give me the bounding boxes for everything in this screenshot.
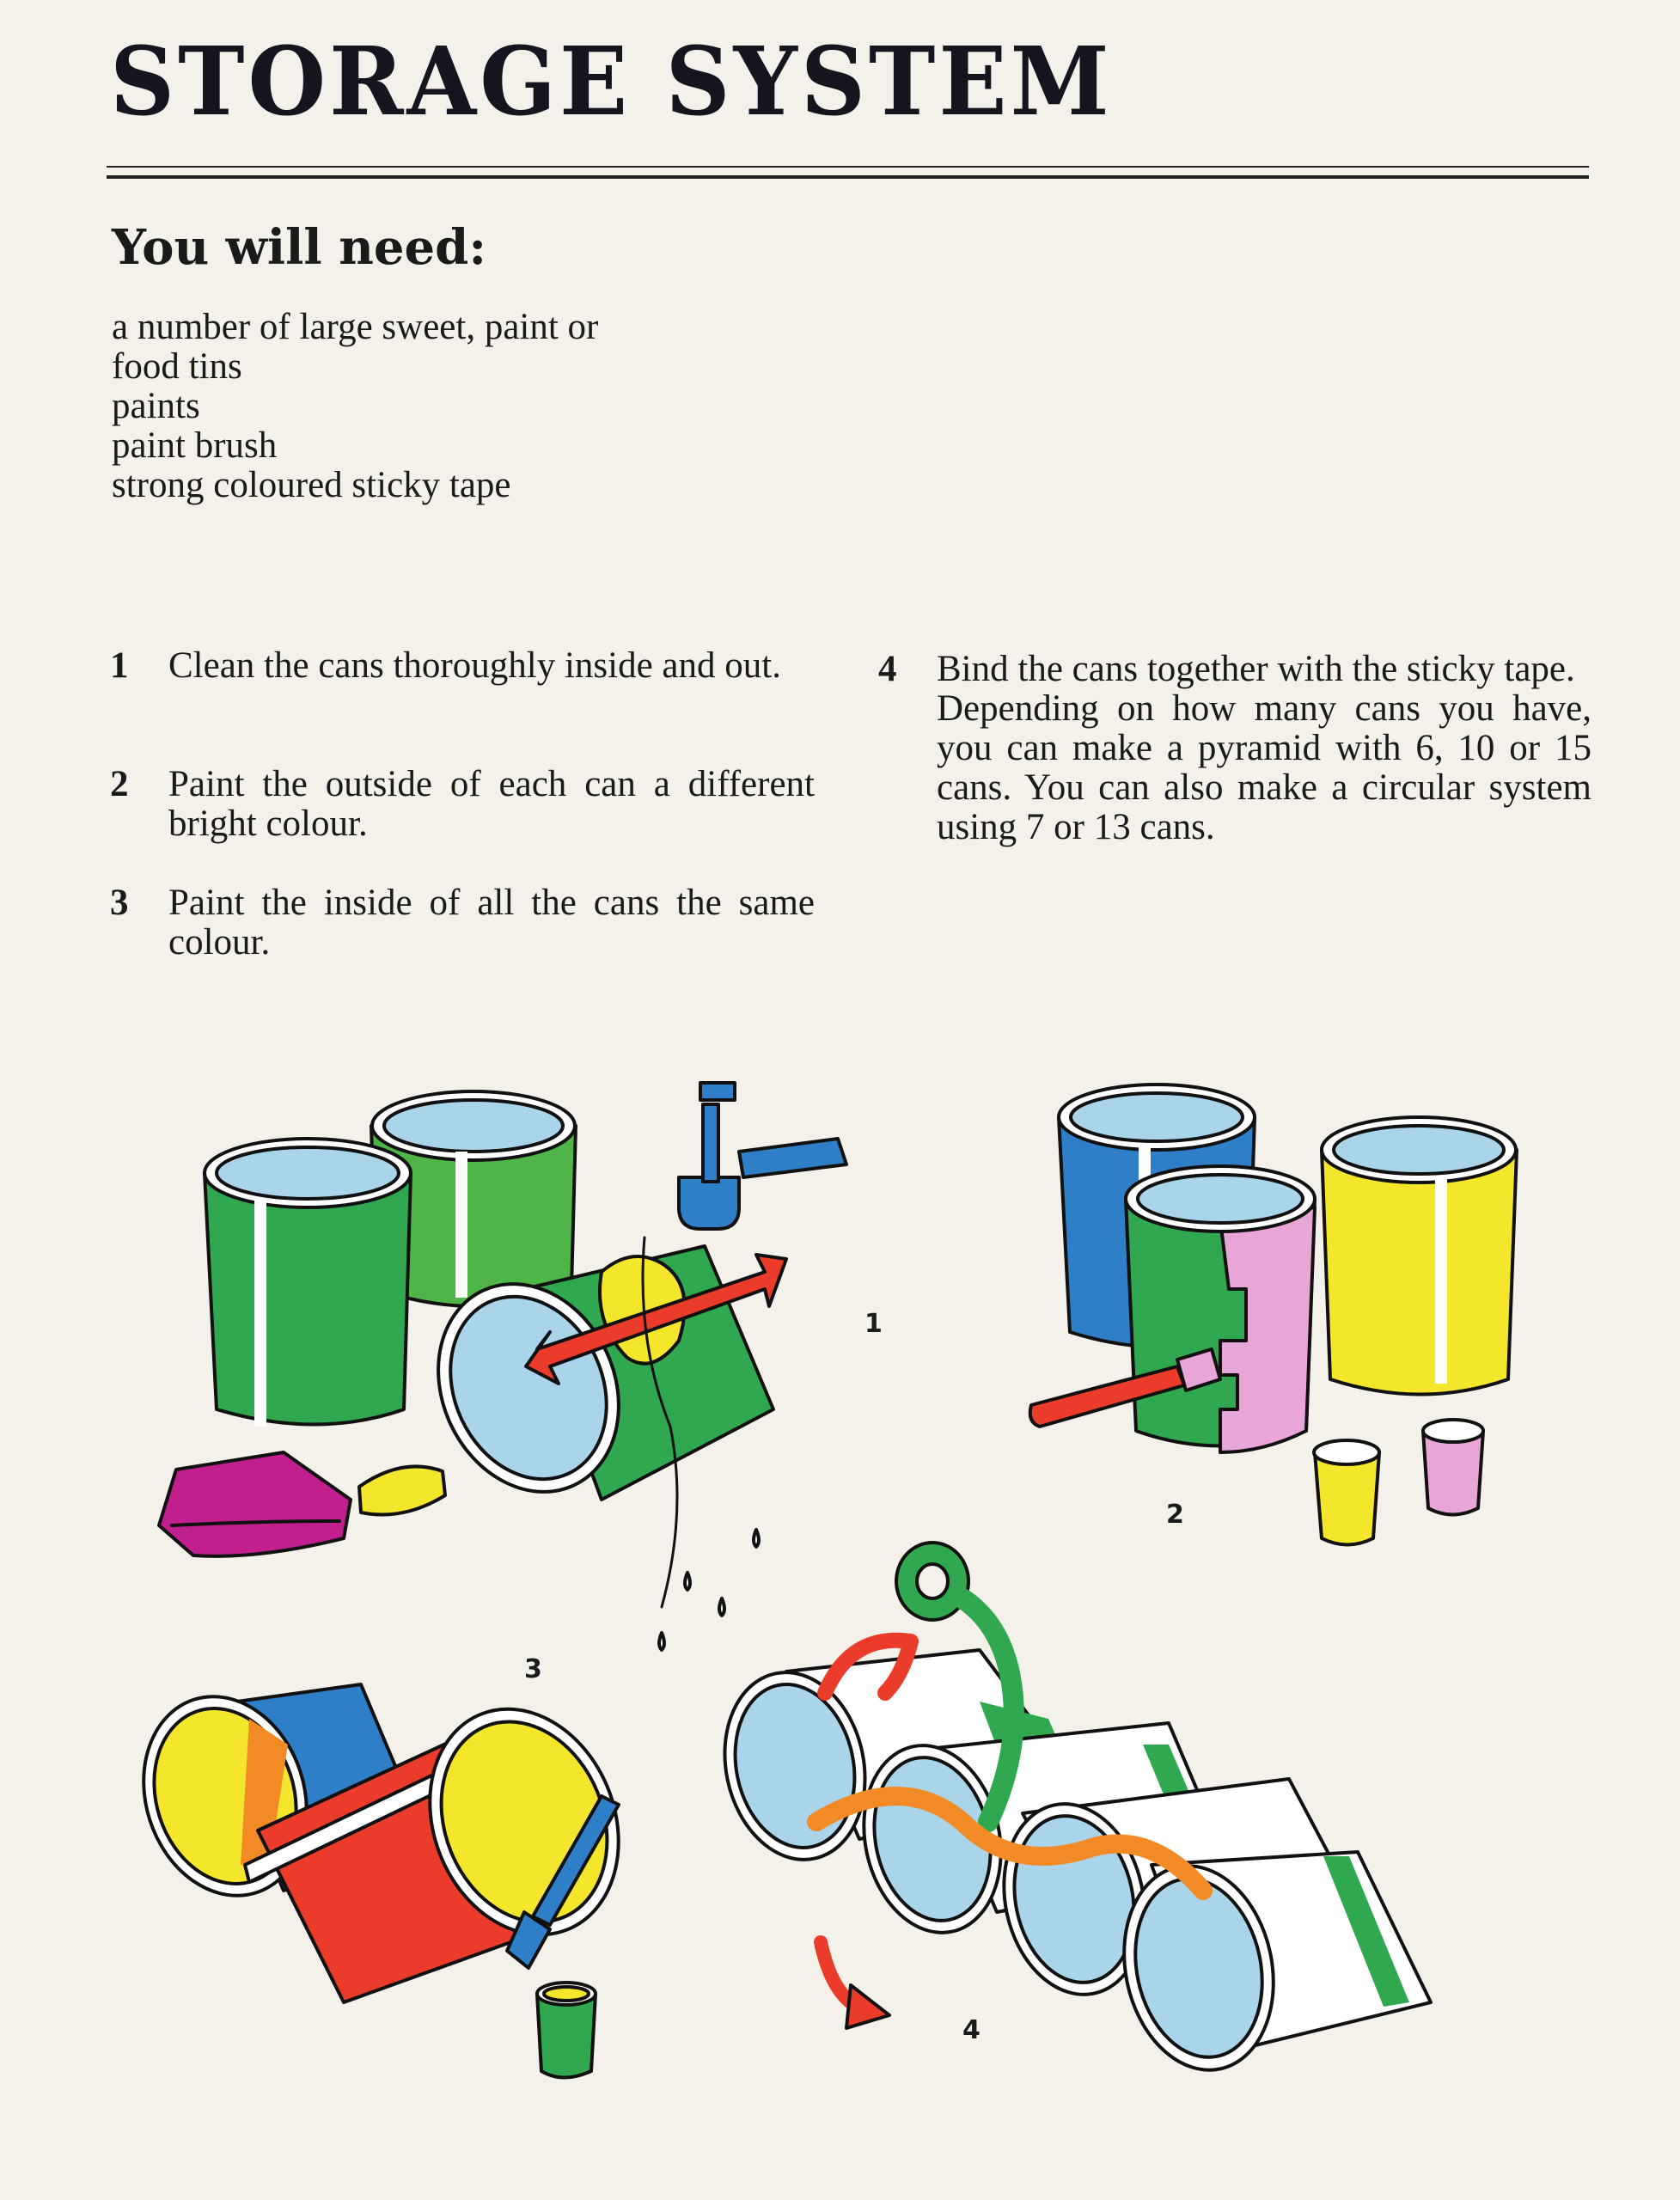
needs-item: paint brush [112,425,278,466]
step-number: 1 [110,645,129,686]
figure-3-illustration [119,1675,651,2077]
figure-label-4: 4 [962,2015,981,2045]
needs-heading: You will need: [112,219,486,276]
step-text-detail: Depending on how many cans you have, you can make a pyramid with 6, 10 or 15 cans. You can also make a circular system using 7 or 13 cans. [937,688,1591,847]
figure-1-illustration [159,1083,846,1650]
figure-label-3: 3 [524,1654,542,1684]
step-number: 2 [110,764,129,804]
needs-item: strong coloured sticky tape [112,465,511,505]
needs-item: paints [112,386,200,426]
step-number: 4 [878,649,897,689]
step-text: Paint the outside of each can a different bright colour. [168,764,815,844]
figure-label-2: 2 [1166,1500,1184,1530]
step-text: Clean the cans thoroughly inside and out. [168,645,781,686]
page-title: STORAGE SYSTEM [110,25,1113,138]
step-number: 3 [110,883,129,923]
figure-2-illustration [1030,1085,1517,1545]
step-text: Paint the inside of all the cans the same colour. [168,883,815,962]
figure-4-illustration [708,1543,1431,2084]
needs-item: food tins [112,346,242,387]
step-text: Bind the cans together with the sticky tape. [937,649,1575,689]
figure-label-1: 1 [864,1309,883,1339]
needs-item: a number of large sweet, paint or [112,307,599,347]
